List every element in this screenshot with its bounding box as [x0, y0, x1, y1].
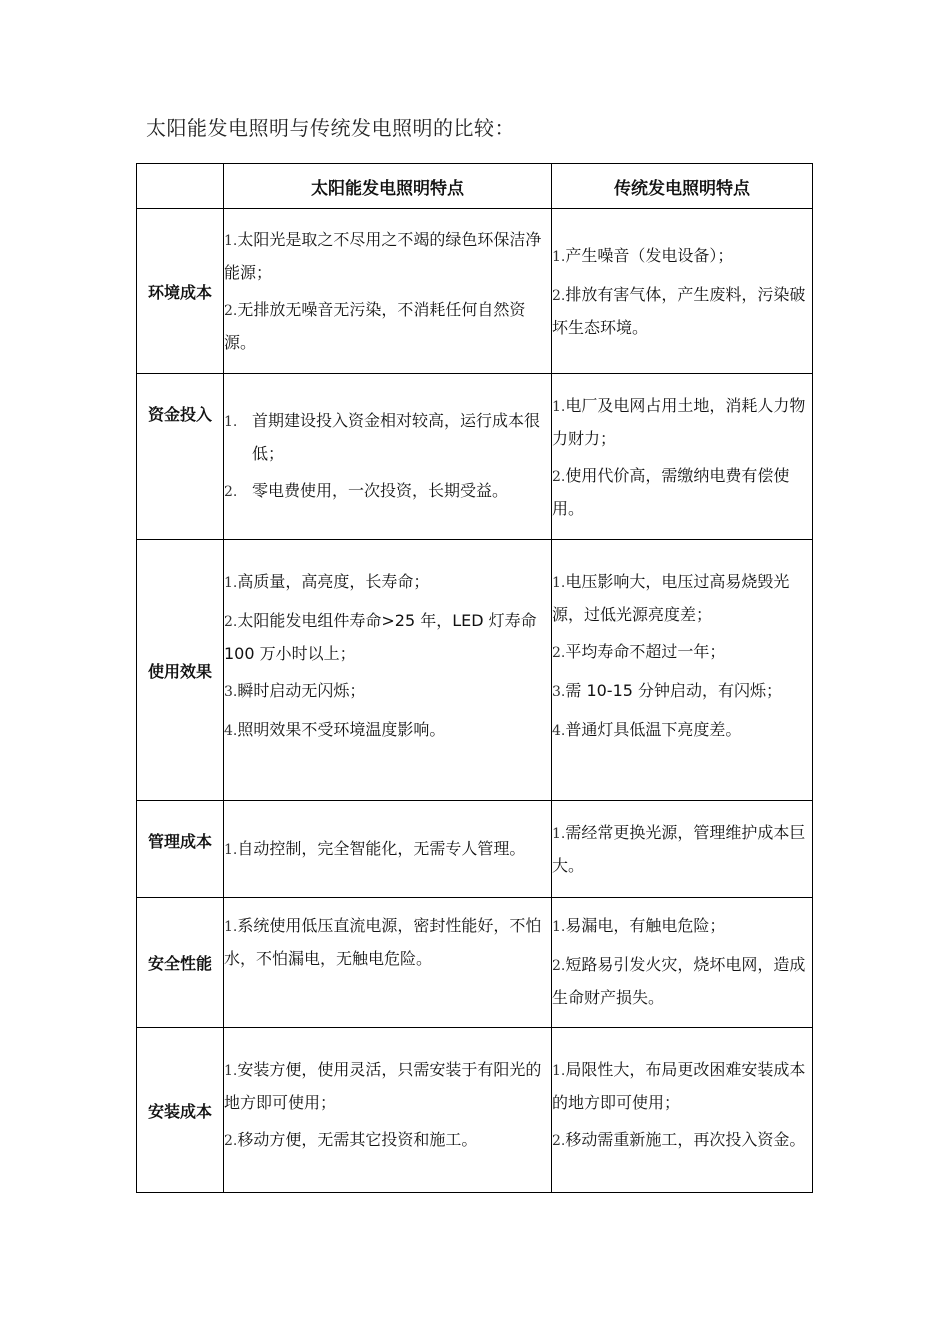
list-item: 1.安装方便，使用灵活，只需安装于有阳光的地方即可使用； [224, 1060, 542, 1112]
table-row [137, 374, 813, 540]
document-title: 太阳能发电照明与传统发电照明的比较： [146, 116, 515, 140]
list-item: 2.无排放无噪音无污染，不消耗任何自然资源。 [224, 300, 526, 352]
table-row [137, 540, 813, 801]
solar-cell [224, 374, 552, 540]
list-item: 1.太阳光是取之不尽用之不竭的绿色环保洁净能源； [224, 230, 542, 282]
list-item: 1. 首期建设投入资金相对较高，运行成本很低； [224, 411, 541, 463]
row-category: 资金投入 [137, 374, 224, 540]
list-item: 4.普通灯具低温下亮度差。 [552, 720, 742, 739]
solar-cell [224, 209, 552, 374]
list-item: 1.高质量，高亮度，长寿命； [224, 572, 430, 591]
table-row [137, 801, 813, 898]
list-item: 2.使用代价高，需缴纳电费有偿使用。 [552, 465, 790, 518]
table-row [137, 1028, 813, 1193]
solar-cell [224, 801, 552, 898]
list-item: 1.电压影响大，电压过高易烧毁光源，过低光源亮度差； [552, 572, 790, 624]
row-category: 管理成本 [137, 801, 224, 898]
list-item: 1.易漏电，有触电危险； [552, 916, 726, 935]
header-row [137, 164, 813, 209]
traditional-cell [552, 898, 813, 1028]
traditional-cell [552, 801, 813, 898]
list-item: 2.平均寿命不超过一年； [552, 642, 726, 661]
list-item: 3.瞬时启动无闪烁； [224, 681, 366, 700]
row-category: 安装成本 [137, 1028, 224, 1193]
list-item: 2.短路易引发火灾，烧坏电网，造成生命财产损失。 [552, 955, 806, 1007]
list-item: 2.移动方便，无需其它投资和施工。 [224, 1130, 478, 1149]
list-item: 2.太阳能发电组件寿命>25 年，LED 灯寿命 100 万小时以上； [224, 611, 537, 663]
list-item: 1.局限性大，布局更改困难安装成本的地方即可使用； [552, 1060, 806, 1112]
table-row [137, 209, 813, 374]
solar-cell [224, 898, 552, 1028]
traditional-cell [552, 1028, 813, 1193]
row-category: 使用效果 [137, 540, 224, 801]
list-item: 2.移动需重新施工，再次投入资金。 [552, 1130, 806, 1149]
traditional-cell [552, 209, 813, 374]
list-item: 2.排放有害气体，产生废料，污染破坏生态环境。 [552, 284, 806, 337]
list-item: 1.需经常更换光源，管理维护成本巨大。 [552, 823, 806, 875]
list-item: 1.电厂及电网占用土地，消耗人力物力财力； [552, 395, 806, 448]
header-traditional: 传统发电照明特点 [552, 164, 813, 209]
row-category: 环境成本 [137, 209, 224, 374]
list-item: 2. 零电费使用，一次投资，长期受益。 [224, 481, 509, 500]
row-category: 安全性能 [137, 898, 224, 1028]
comparison-table [136, 163, 813, 1193]
list-item: 1.产生噪音（发电设备）； [552, 245, 734, 265]
table-row [137, 898, 813, 1028]
solar-cell [224, 1028, 552, 1193]
solar-cell [224, 540, 552, 801]
list-item: 1.自动控制，完全智能化，无需专人管理。 [224, 838, 526, 858]
header-category [137, 164, 224, 209]
list-item: 4.照明效果不受环境温度影响。 [224, 720, 446, 739]
list-item: 1.系统使用低压直流电源，密封性能好，不怕水，不怕漏电，无触电危险。 [224, 916, 542, 968]
traditional-cell [552, 374, 813, 540]
header-solar: 太阳能发电照明特点 [224, 164, 552, 209]
traditional-cell [552, 540, 813, 801]
list-item: 3.需 10-15 分钟启动，有闪烁； [552, 681, 783, 700]
